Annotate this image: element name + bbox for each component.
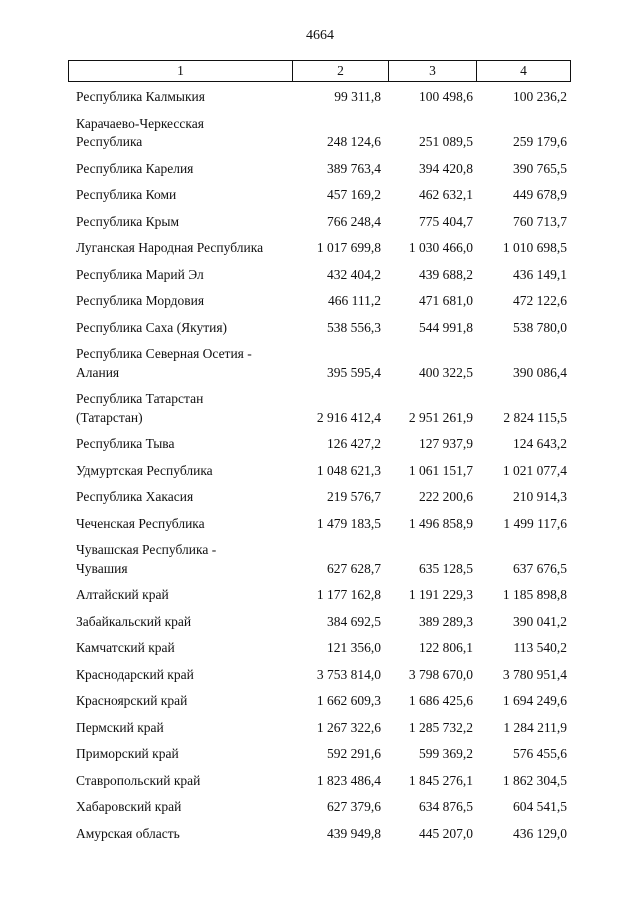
value-col-4: 1 862 304,5 <box>502 772 567 788</box>
value-col-4: 637 676,5 <box>513 560 567 576</box>
region-name <box>68 160 292 179</box>
column-header-4: 4 <box>520 63 527 78</box>
value-col-4: 1 185 898,8 <box>502 587 567 602</box>
region-name <box>68 266 292 285</box>
value-col-2: 1 017 699,8 <box>316 240 381 255</box>
table-row <box>68 186 571 205</box>
region-name <box>68 639 292 658</box>
value-col-3: 439 688,2 <box>419 266 473 282</box>
region-name <box>68 488 292 507</box>
table-row <box>68 613 571 632</box>
region-name <box>68 213 292 232</box>
value-col-3: 3 798 670,0 <box>408 666 473 682</box>
value-col-3: 1 061 151,7 <box>408 462 473 478</box>
table-row <box>68 115 571 152</box>
value-col-4: 259 179,6 <box>513 134 567 149</box>
value-col-4: 1 694 249,6 <box>502 693 567 708</box>
value-col-2: 439 949,8 <box>327 825 381 841</box>
value-col-2: 592 291,6 <box>327 746 381 761</box>
region-name <box>68 745 292 764</box>
region-name <box>68 613 292 632</box>
value-col-3: 1 285 732,2 <box>408 719 473 735</box>
table-row <box>68 798 571 817</box>
region-name-line: Краснодарский край <box>76 666 194 682</box>
value-col-2: 384 692,5 <box>327 613 381 629</box>
region-name <box>68 462 292 481</box>
value-col-4: 538 780,0 <box>513 319 567 335</box>
region-name <box>68 292 292 311</box>
region-name-line: Хабаровский край <box>76 799 182 814</box>
region-name <box>68 435 292 454</box>
value-col-3: 389 289,3 <box>419 613 473 629</box>
region-name <box>68 692 292 711</box>
table-row <box>68 488 571 507</box>
value-col-4: 2 824 115,5 <box>503 409 567 425</box>
value-col-3: 1 496 858,9 <box>408 515 473 531</box>
table-row <box>68 541 571 578</box>
region-name-line: Республика Северная Осетия - <box>76 346 252 361</box>
table-row <box>68 719 571 738</box>
value-col-4: 1 010 698,5 <box>502 240 567 255</box>
region-name-line: Республика <box>76 134 143 149</box>
region-name <box>68 825 292 844</box>
value-col-2: 1 267 322,6 <box>316 719 381 735</box>
region-name-line: Республика Мордовия <box>76 293 205 308</box>
page-number: 4664 <box>306 28 334 43</box>
value-col-3: 1 030 466,0 <box>408 240 473 255</box>
value-col-4: 390 041,2 <box>513 613 567 629</box>
column-header-3: 3 <box>389 61 477 81</box>
value-col-4: 3 780 951,4 <box>502 666 567 682</box>
region-name-line: Чувашская Республика - <box>76 542 217 557</box>
region-name-line: Республика Марий Эл <box>76 266 204 282</box>
value-col-2: 466 111,2 <box>328 293 381 308</box>
region-name <box>68 115 292 152</box>
value-col-2: 432 404,2 <box>327 266 381 282</box>
region-name-line: Приморский край <box>76 746 179 761</box>
value-col-2: 219 576,7 <box>327 489 381 504</box>
table-row <box>68 390 571 427</box>
region-name <box>68 719 292 738</box>
value-col-3: 251 089,5 <box>419 134 473 149</box>
value-col-3: 635 128,5 <box>419 560 473 576</box>
budget-table <box>68 60 571 851</box>
value-col-4: 576 455,6 <box>513 746 567 761</box>
region-name-line: (Татарстан) <box>76 409 143 425</box>
column-header-2: 2 <box>293 61 389 81</box>
region-name <box>68 666 292 685</box>
table-row <box>68 692 571 711</box>
value-col-2: 1 823 486,4 <box>316 772 381 788</box>
value-col-2: 538 556,3 <box>327 319 381 335</box>
value-col-2: 1 048 621,3 <box>316 462 381 478</box>
table-row <box>68 462 571 481</box>
value-col-4: 1 021 077,4 <box>502 462 567 478</box>
column-header-1: 1 <box>69 61 293 81</box>
table-header <box>68 60 571 82</box>
region-name <box>68 515 292 534</box>
table-body <box>68 82 571 843</box>
value-col-4: 210 914,3 <box>513 489 567 504</box>
value-col-3: 394 420,8 <box>419 160 473 176</box>
table-row <box>68 825 571 844</box>
value-col-4: 1 284 211,9 <box>503 719 567 735</box>
region-name <box>68 345 292 382</box>
region-name <box>68 239 292 258</box>
value-col-4: 124 643,2 <box>513 436 567 451</box>
value-col-4: 760 713,7 <box>513 213 567 229</box>
table-row <box>68 666 571 685</box>
value-col-2: 457 169,2 <box>327 187 381 202</box>
table-row <box>68 639 571 658</box>
value-col-3: 1 845 276,1 <box>408 772 473 788</box>
value-col-4: 390 765,5 <box>513 160 567 176</box>
value-col-3: 222 200,6 <box>419 489 473 504</box>
region-name <box>68 772 292 791</box>
table-row <box>68 292 571 311</box>
value-col-3: 471 681,0 <box>419 293 473 308</box>
value-col-2: 1 662 609,3 <box>316 693 381 708</box>
value-col-3: 1 191 229,3 <box>408 587 473 602</box>
value-col-2: 766 248,4 <box>327 213 381 229</box>
value-col-4: 449 678,9 <box>513 187 567 202</box>
table-row <box>68 213 571 232</box>
value-col-3: 100 498,6 <box>419 89 473 104</box>
region-name <box>68 541 292 578</box>
value-col-2: 121 356,0 <box>327 640 381 655</box>
value-col-3: 127 937,9 <box>419 436 473 451</box>
value-col-3: 1 686 425,6 <box>408 693 473 708</box>
value-col-2: 99 311,8 <box>334 89 381 104</box>
value-col-3: 462 632,1 <box>419 187 473 202</box>
region-name-line: Камчатский край <box>76 640 175 655</box>
region-name-line: Республика Карелия <box>76 160 194 176</box>
value-col-4: 100 236,2 <box>513 89 567 104</box>
value-col-2: 126 427,2 <box>327 436 381 451</box>
region-name-line: Чеченская Республика <box>76 515 205 531</box>
value-col-3: 544 991,8 <box>419 319 473 335</box>
value-col-3: 599 369,2 <box>419 746 473 761</box>
region-name <box>68 586 292 605</box>
value-col-2: 2 916 412,4 <box>316 409 381 425</box>
table-row <box>68 586 571 605</box>
value-col-4: 472 122,6 <box>513 293 567 308</box>
value-col-3: 445 207,0 <box>419 825 473 841</box>
region-name-line: Республика Коми <box>76 187 177 202</box>
region-name-line: Луганская Народная Республика <box>76 240 264 255</box>
value-col-2: 395 595,4 <box>327 364 381 380</box>
value-col-2: 627 379,6 <box>327 799 381 814</box>
region-name <box>68 798 292 817</box>
region-name-line: Чувашия <box>76 560 128 576</box>
region-name-line: Республика Хакасия <box>76 489 194 504</box>
value-col-4: 436 129,0 <box>513 825 567 841</box>
table-row <box>68 515 571 534</box>
value-col-2: 3 753 814,0 <box>316 666 381 682</box>
value-col-3: 2 951 261,9 <box>408 409 473 425</box>
value-col-4: 436 149,1 <box>513 266 567 282</box>
region-name-line: Республика Татарстан <box>76 391 204 406</box>
value-col-2: 389 763,4 <box>327 160 381 176</box>
region-name-line: Ставропольский край <box>76 772 201 788</box>
region-name-line: Республика Крым <box>76 213 180 229</box>
region-name <box>68 390 292 427</box>
table-row <box>68 345 571 382</box>
region-name-line: Республика Калмыкия <box>76 89 205 104</box>
region-name-line: Пермский край <box>76 719 164 735</box>
value-col-3: 122 806,1 <box>419 640 473 655</box>
value-col-4: 390 086,4 <box>513 364 567 380</box>
region-name <box>68 319 292 338</box>
value-col-2: 248 124,6 <box>327 134 381 149</box>
value-col-2: 1 479 183,5 <box>316 515 381 531</box>
table-row <box>68 319 571 338</box>
table-row <box>68 435 571 454</box>
table-row <box>68 88 571 107</box>
region-name-line: Алтайский край <box>76 587 169 602</box>
value-col-3: 634 876,5 <box>419 799 473 814</box>
value-col-4: 113 540,2 <box>513 640 567 655</box>
region-name-line: Красноярский край <box>76 693 188 708</box>
region-name-line: Республика Саха (Якутия) <box>76 319 228 335</box>
value-col-3: 400 322,5 <box>419 364 473 380</box>
value-col-4: 604 541,5 <box>513 799 567 814</box>
table-row <box>68 266 571 285</box>
region-name-line: Забайкальский край <box>76 613 192 629</box>
region-name <box>68 88 292 107</box>
region-name-line: Удмуртская Республика <box>76 462 213 478</box>
table-row <box>68 772 571 791</box>
value-col-2: 1 177 162,8 <box>316 587 381 602</box>
region-name-line: Республика Тыва <box>76 436 175 451</box>
table-row <box>68 239 571 258</box>
region-name <box>68 186 292 205</box>
value-col-3: 775 404,7 <box>419 213 473 229</box>
table-row <box>68 160 571 179</box>
value-col-2: 627 628,7 <box>327 560 381 576</box>
region-name-line: Алания <box>76 364 120 380</box>
region-name-line: Амурская область <box>76 825 180 841</box>
table-row <box>68 745 571 764</box>
region-name-line: Карачаево-Черкесская <box>76 115 204 131</box>
value-col-4: 1 499 117,6 <box>503 515 567 531</box>
